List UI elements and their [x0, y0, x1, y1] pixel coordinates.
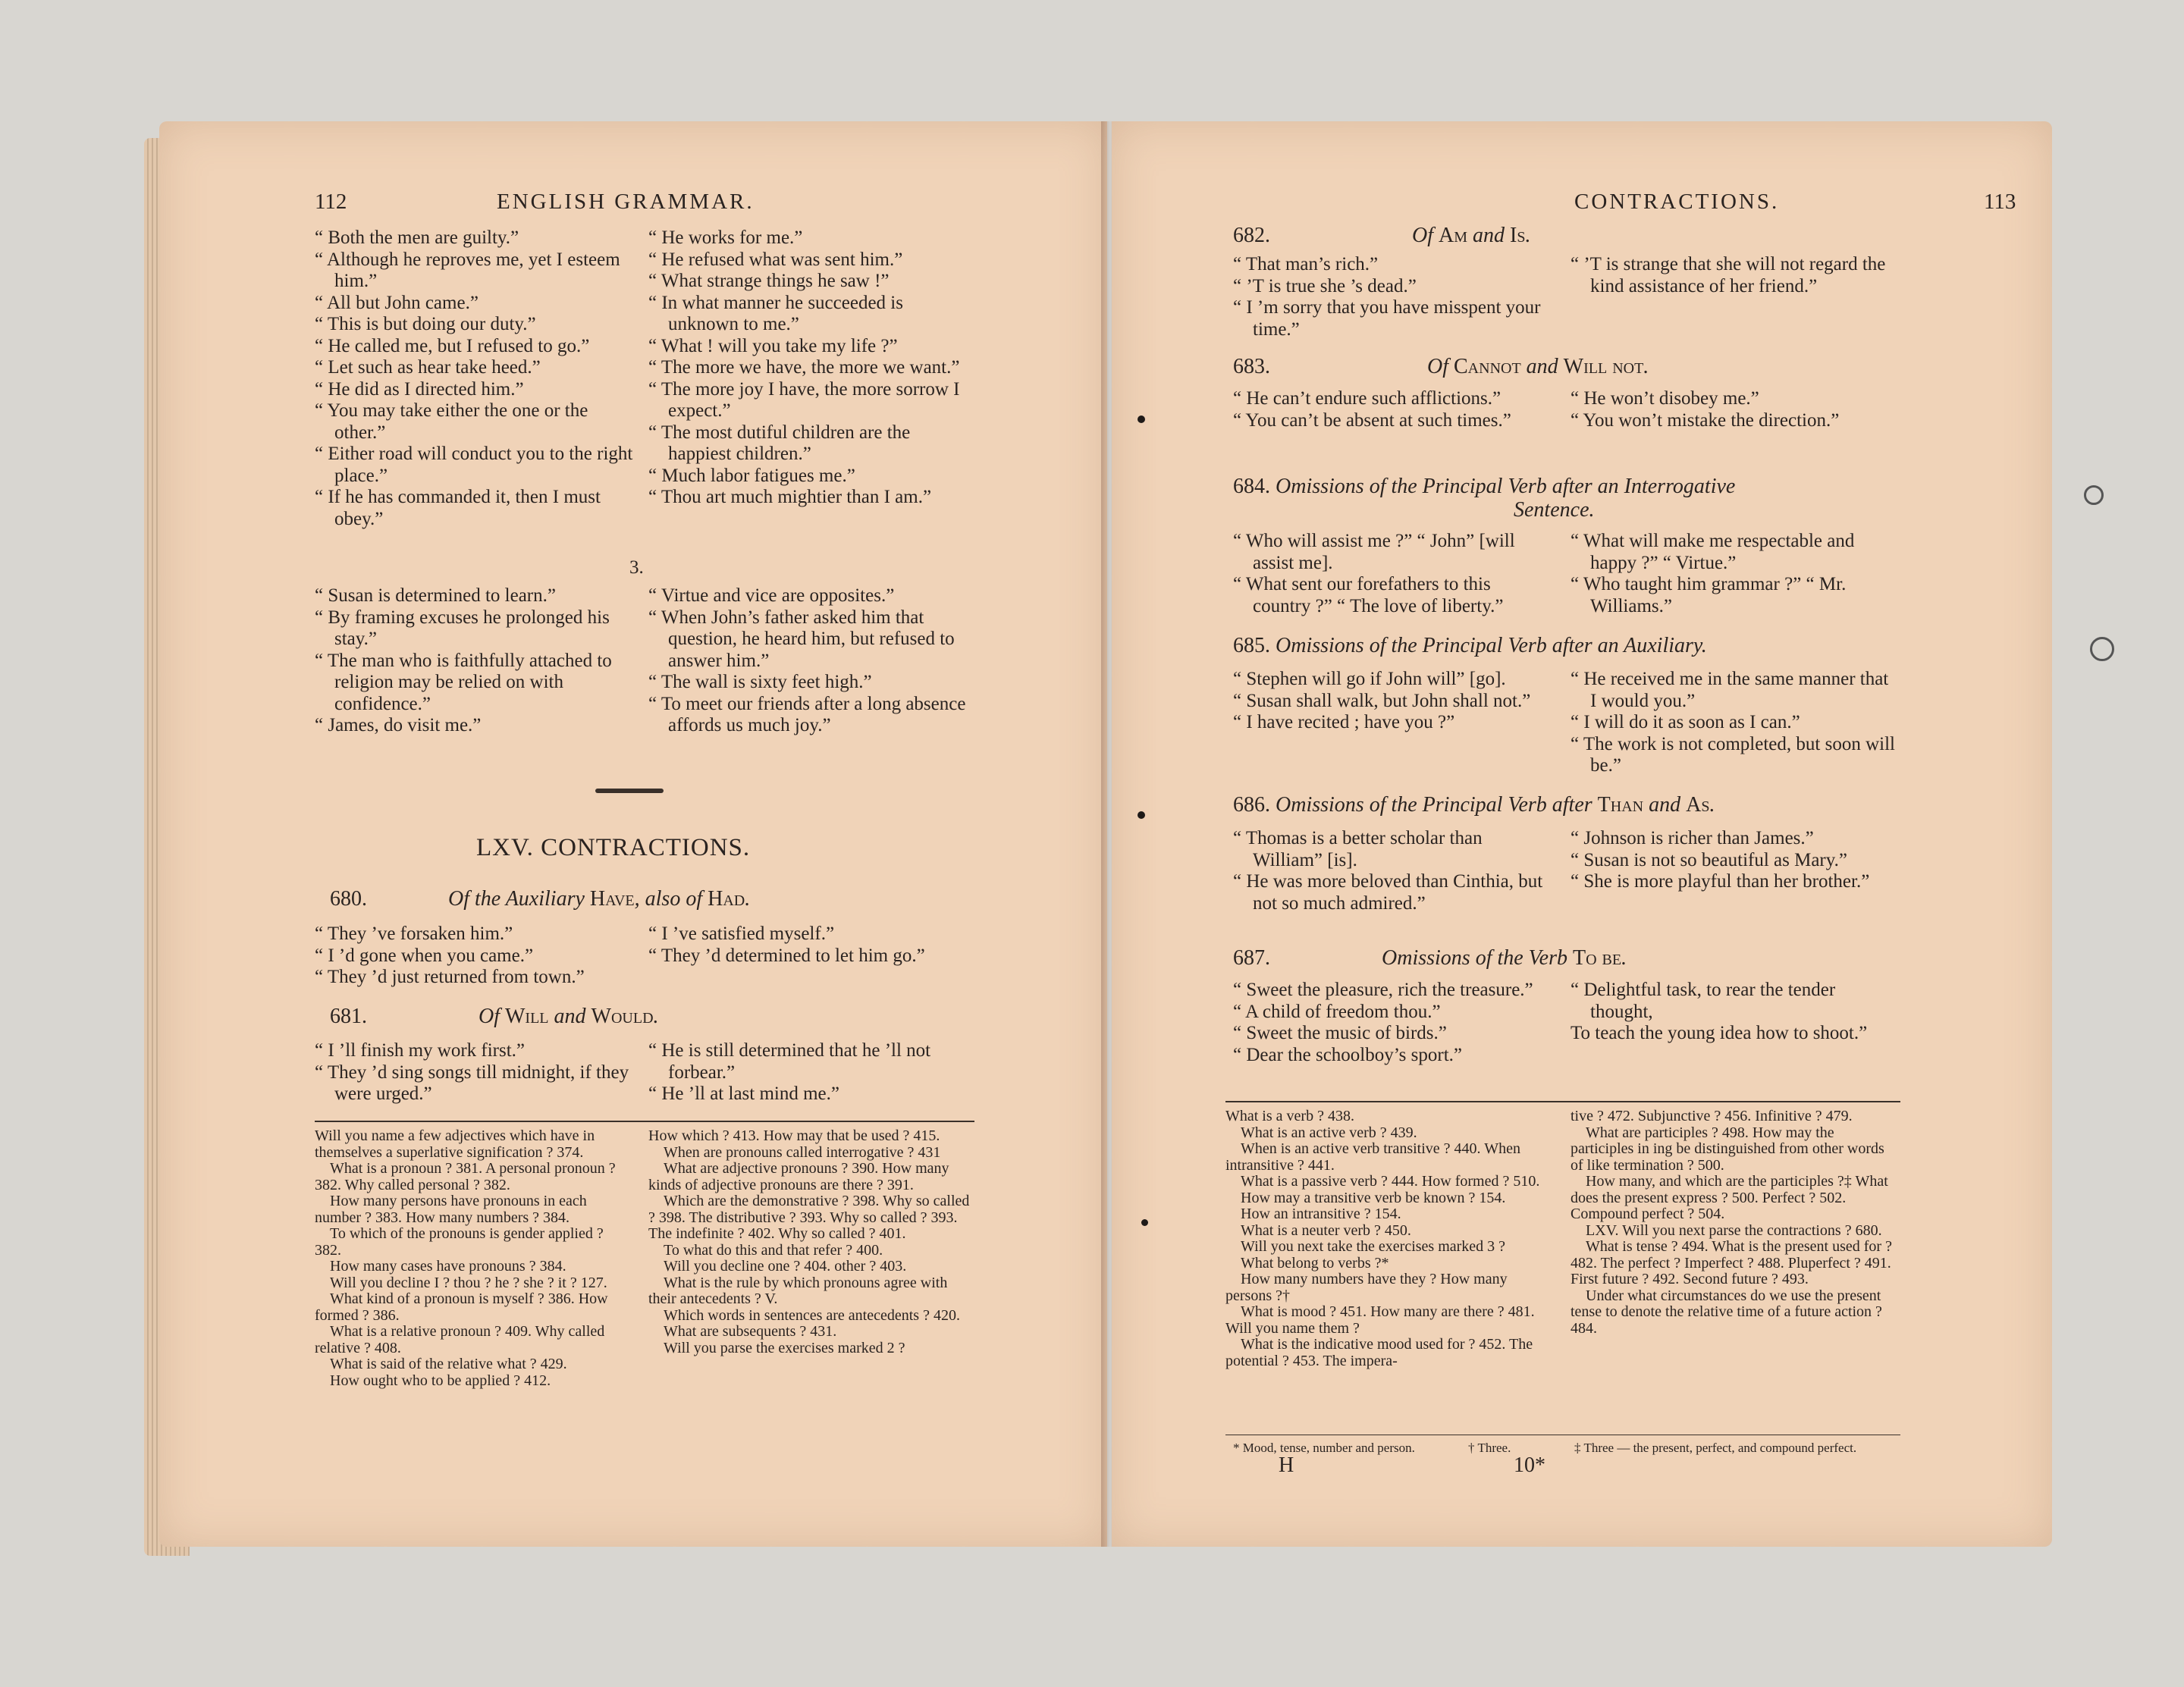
footnote: † Three.: [1468, 1441, 1511, 1455]
question-line: What belong to verbs ?*: [1241, 1254, 1389, 1272]
example-line: “ They ’d sing songs till midnight, if they were urged.”: [315, 1061, 629, 1104]
questions-column: [1225, 1108, 1552, 1369]
example-line: “ The more joy I have, the more sorrow I expect.”: [648, 378, 960, 421]
section-number: 685.: [1233, 634, 1270, 657]
example-line: “ The most dutiful children are the happiest children.”: [648, 422, 911, 464]
example-line: “ Sweet the pleasure, rich the treasure.”: [1233, 980, 1533, 1000]
heading-text: and: [548, 1005, 592, 1028]
example-line: “ You may take either the one or the other.”: [315, 400, 588, 443]
example-line: “ She is more playful than her brother.”: [1571, 871, 1870, 892]
section-number: 683.: [1233, 355, 1270, 378]
section-heading-682: [1233, 224, 1530, 248]
example-line: “ If he has commanded it, then I must obey.”: [315, 487, 601, 529]
question-line: When are pronouns called interrogative ? 431: [664, 1143, 941, 1161]
example-line: “ What ! will you take my life ?”: [648, 335, 898, 356]
heading-keyword: To be: [1573, 946, 1622, 970]
page-number: 113: [1984, 190, 2016, 214]
example-line: “ I ’ll finish my work first.”: [315, 1040, 526, 1061]
example-column: [315, 1040, 633, 1105]
section-heading-684: [1233, 475, 1735, 499]
example-line: “ Susan is determined to learn.”: [315, 585, 556, 606]
question-line: What is the indicative mood used for ? 452. The potential ? 453. The impera-: [1225, 1336, 1533, 1369]
chapter-title: LXV. CONTRACTIONS.: [476, 834, 751, 861]
example-line: “ I will do it as soon as I can.”: [1571, 712, 1800, 732]
question-line: How which ? 413. How may that be used ? 415.: [648, 1127, 940, 1144]
example-line: “ Sweet the music of birds.”: [1233, 1023, 1447, 1043]
example-column: [315, 585, 633, 737]
heading-keyword: Is: [1510, 224, 1526, 247]
example-column: [648, 923, 974, 967]
running-head: CONTRACTIONS.: [1574, 190, 1780, 214]
section-ornament: [595, 789, 664, 793]
example-line: “ Both the men are guilty.”: [315, 227, 519, 248]
question-line: Will you decline I ? thou ? he ? she ? it ? 127.: [330, 1274, 607, 1291]
example-line: “ Although he reproves me, yet I esteem him.”: [315, 249, 620, 291]
heading-text: Omissions of the Principal Verb after an Auxiliary.: [1276, 634, 1707, 657]
heading-keyword: Am: [1439, 224, 1468, 247]
example-line: “ He can’t endure such afflictions.”: [1233, 388, 1502, 409]
footnote: ‡ Three — the present, perfect, and compound perfect.: [1574, 1441, 1857, 1455]
example-line: “ The work is not completed, but soon will be.”: [1571, 733, 1895, 776]
example-line: “ Delightful task, to rear the tender thought,: [1571, 980, 1836, 1022]
horizontal-rule: [1225, 1101, 1900, 1102]
example-line: “ The more we have, the more we want.”: [648, 357, 960, 378]
heading-text: Omissions of the Verb: [1382, 946, 1573, 970]
heading-text: .: [1643, 355, 1649, 378]
open-book: [144, 121, 2055, 1562]
example-line: “ He is still determined that he ’ll not forbear.”: [648, 1040, 931, 1083]
example-column: [1571, 980, 1897, 1045]
signature-mark: H: [1279, 1453, 1294, 1477]
binding-hole: [1141, 1219, 1148, 1226]
example-line: “ That man’s rich.”: [1233, 254, 1379, 274]
example-line: “ By framing excuses he prolonged his stay.”: [315, 607, 610, 649]
example-column: [1571, 254, 1897, 297]
question-line: Will you parse the exercises marked 2 ?: [664, 1339, 905, 1356]
page-number: 112: [315, 190, 347, 214]
example-line: “ ’T is strange that she will not regard the kind assistance of her friend.”: [1571, 254, 1886, 296]
example-line: “ He works for me.”: [648, 227, 803, 248]
question-line: To what do this and that refer ? 400.: [664, 1241, 883, 1259]
question-line: What is a verb ? 438.: [1225, 1108, 1354, 1124]
heading-text: , also of: [634, 887, 708, 911]
heading-text: and: [1467, 224, 1511, 247]
question-line: What are subsequents ? 431.: [664, 1323, 837, 1340]
example-line: “ They ’d just returned from town.”: [315, 967, 585, 987]
right-page: [1112, 121, 2052, 1547]
heading-text: and: [1520, 355, 1564, 378]
question-line: LXV. Will you next parse the contractions ? 680.: [1586, 1221, 1882, 1239]
heading-text: Of: [479, 1005, 505, 1028]
example-column: [1233, 388, 1552, 431]
example-line: “ Virtue and vice are opposites.”: [648, 585, 895, 606]
question-line: When is an active verb transitive ? 440. When intransitive ? 441.: [1225, 1140, 1520, 1174]
example-column: [1571, 669, 1897, 777]
heading-keyword: Had: [708, 887, 745, 911]
example-line: “ He called me, but I refused to go.”: [315, 335, 590, 356]
example-line: To teach the young idea how to shoot.”: [1571, 1023, 1868, 1043]
heading-keyword: As: [1686, 793, 1710, 817]
example-line: “ You can’t be absent at such times.”: [1233, 409, 1511, 431]
question-line: How many persons have pronouns in each number ? 383. How many numbers ? 384.: [315, 1193, 587, 1226]
questions-column: [1571, 1108, 1897, 1337]
running-head: ENGLISH GRAMMAR.: [497, 190, 755, 214]
heading-text: Omissions of the Principal Verb after: [1276, 793, 1598, 817]
question-line: Under what circumstances do we use the present tense to denote the relative time of a future action ? 484.: [1571, 1287, 1882, 1337]
section-number: 681.: [330, 1005, 367, 1028]
binding-hole: [2084, 485, 2104, 505]
question-line: What kind of a pronoun is myself ? 386. How formed ? 386.: [315, 1290, 608, 1324]
example-line: “ Dear the schoolboy’s sport.”: [1233, 1044, 1463, 1065]
example-line: “ What sent our forefathers to this country ?” “ The love of liberty.”: [1233, 574, 1504, 616]
example-line: “ Who taught him grammar ?” “ Mr. Williams.”: [1571, 574, 1847, 616]
section-heading-685: [1233, 634, 1707, 658]
block-marker: 3.: [629, 557, 644, 578]
example-line: “ Susan is not so beautiful as Mary.”: [1571, 849, 1847, 870]
example-line: “ A child of freedom thou.”: [1233, 1001, 1441, 1022]
section-heading-680: [330, 887, 750, 911]
heading-text: .: [1525, 224, 1531, 247]
example-line: “ Much labor fatigues me.”: [648, 465, 855, 486]
left-page: [159, 121, 1107, 1547]
example-line: “ Let such as hear take heed.”: [315, 357, 541, 378]
question-line: What is an active verb ? 439.: [1241, 1124, 1417, 1141]
signature-mark: 10*: [1514, 1453, 1545, 1477]
example-line: “ Susan shall walk, but John shall not.”: [1233, 690, 1531, 711]
example-line: “ When John’s father asked him that question, he heard him, but refused to answer him.”: [648, 607, 955, 671]
question-line: Which words in sentences are antecedents ? 420.: [664, 1306, 960, 1324]
example-line: “ Thou art much mightier than I am.”: [648, 487, 932, 507]
questions-column: [315, 1128, 633, 1389]
heading-text: .: [1621, 946, 1627, 970]
question-line: What is a passive verb ? 444. How formed ? 510.: [1241, 1173, 1540, 1190]
question-line: What is a relative pronoun ? 409. Why called relative ? 408.: [315, 1323, 605, 1356]
example-line: “ ’T is true she ’s dead.”: [1233, 275, 1417, 296]
example-line: “ I ’m sorry that you have misspent your time.”: [1233, 297, 1541, 340]
binding-hole: [1138, 415, 1145, 423]
example-line: “ You won’t mistake the direction.”: [1571, 409, 1840, 431]
section-heading-686: [1233, 793, 1715, 817]
example-column: [648, 585, 974, 737]
question-line: How an intransitive ? 154.: [1241, 1206, 1401, 1222]
section-heading-687: [1233, 946, 1627, 970]
example-line: “ I ’ve satisfied myself.”: [648, 923, 835, 944]
heading-keyword: Than: [1597, 793, 1644, 817]
example-line: “ In what manner he succeeded is unknown to me.”: [648, 292, 903, 334]
section-number: 686.: [1233, 793, 1270, 817]
question-line: Which are the demonstrative ? 398. Why so called ? 398. The distributive ? 393. Why so called ? 393. The indefinite ? 402. Why so called ? 401.: [648, 1193, 970, 1242]
section-heading-681: [330, 1005, 659, 1029]
question-line: How may a transitive verb be known ? 154.: [1241, 1189, 1506, 1206]
example-column: [648, 227, 974, 509]
section-heading-684-line2: Sentence.: [1514, 498, 1595, 522]
question-line: How many numbers have they ? How many persons ?†: [1225, 1271, 1508, 1304]
section-heading-683: [1233, 355, 1649, 379]
heading-text: Of the Auxiliary: [448, 887, 590, 911]
example-line: “ What strange things he saw !”: [648, 271, 890, 291]
heading-text: Of: [1412, 224, 1439, 247]
example-line: “ Stephen will go if John will” [go].: [1233, 669, 1506, 689]
example-line: “ To meet our friends after a long absence affords us much joy.”: [648, 693, 966, 735]
section-number: 680.: [330, 887, 367, 911]
question-line: What is said of the relative what ? 429.: [330, 1356, 567, 1372]
example-line: “ James, do visit me.”: [315, 715, 482, 735]
example-line: “ All but John came.”: [315, 292, 479, 313]
heading-keyword: Will: [505, 1005, 549, 1028]
example-column: [1233, 828, 1552, 914]
horizontal-rule: [315, 1121, 974, 1122]
question-line: To which of the pronouns is gender applied ? 382.: [315, 1225, 604, 1259]
question-line: What is a pronoun ? 381. A personal pronoun ? 382. Why called personal ? 382.: [315, 1160, 616, 1193]
question-line: tive ? 472. Subjunctive ? 456. Infinitive ? 479.: [1571, 1108, 1853, 1124]
example-line: “ What will make me respectable and happy ?” “ Virtue.”: [1571, 531, 1855, 573]
example-column: [1233, 531, 1552, 617]
questions-column: [648, 1128, 974, 1356]
question-line: Will you name a few adjectives which have in themselves a superlative signification ? 374.: [315, 1127, 595, 1161]
heading-text: Omissions of the Principal Verb after an Interrogative: [1276, 475, 1736, 498]
heading-text: and: [1643, 793, 1687, 817]
question-line: Will you next take the exercises marked 3 ?: [1241, 1238, 1506, 1255]
heading-keyword: Have: [589, 887, 635, 911]
section-number: 684.: [1233, 475, 1270, 498]
example-line: “ Thomas is a better scholar than William” [is].: [1233, 828, 1483, 870]
example-line: “ I ’d gone when you came.”: [315, 945, 534, 966]
example-column: [1233, 669, 1552, 734]
example-line: “ They ’d determined to let him go.”: [648, 945, 925, 966]
question-line: How ought who to be applied ? 412.: [330, 1372, 551, 1389]
heading-keyword: Cannot: [1454, 355, 1521, 378]
question-line: Will you decline one ? 404. other ? 403.: [664, 1258, 907, 1275]
question-line: What is a neuter verb ? 450.: [1241, 1221, 1411, 1239]
question-line: How many, and which are the participles ?‡ What does the present express ? 500. Perfect ? 502. Compound perfect ? 504.: [1571, 1173, 1888, 1222]
question-line: What is tense ? 494. What is the present used for ? 482. The perfect ? Imperfect ? 488. Pluperfect ? 491. First future ? 492. Second future ? 493.: [1571, 1238, 1892, 1287]
question-line: What are adjective pronouns ? 390. How many kinds of adjective pronouns are there ? 391.: [648, 1160, 949, 1193]
heading-text: .: [745, 887, 751, 911]
example-line: “ Either road will conduct you to the right place.”: [315, 444, 633, 486]
example-column: [315, 923, 633, 989]
example-line: “ Who will assist me ?” “ John” [will assist me].: [1233, 531, 1515, 573]
footnote: * Mood, tense, number and person.: [1233, 1441, 1415, 1455]
heading-keyword: Would: [591, 1005, 654, 1028]
example-column: [1233, 980, 1552, 1066]
heading-keyword: Will not: [1563, 355, 1644, 378]
example-line: “ He received me in the same manner that I would you.”: [1571, 669, 1889, 711]
example-line: “ The man who is faithfully attached to religion may be relied on with confidence.”: [315, 650, 612, 714]
example-column: [1571, 828, 1897, 893]
section-number: 682.: [1233, 224, 1270, 247]
heading-text: Of: [1427, 355, 1454, 378]
example-line: “ He did as I directed him.”: [315, 378, 524, 400]
example-line: “ This is but doing our duty.”: [315, 314, 536, 334]
example-column: [648, 1040, 974, 1105]
binding-hole: [1138, 811, 1145, 819]
example-line: “ He refused what was sent him.”: [648, 249, 903, 270]
heading-text: .: [1709, 793, 1715, 817]
example-line: “ Johnson is richer than James.”: [1571, 828, 1814, 848]
example-line: “ He won’t disobey me.”: [1571, 388, 1759, 409]
example-column: [1571, 388, 1897, 431]
question-line: What are participles ? 498. How may the participles in ing be distinguished from other words of like termination ? 500.: [1571, 1124, 1884, 1174]
section-number: 687.: [1233, 946, 1270, 970]
example-line: “ They ’ve forsaken him.”: [315, 923, 513, 944]
example-line: “ He was more beloved than Cinthia, but not so much admired.”: [1233, 871, 1543, 914]
question-line: What is the rule by which pronouns agree with their antecedents ? V.: [648, 1274, 948, 1307]
binding-hole: [2090, 637, 2114, 661]
question-line: What is mood ? 451. How many are there ? 481. Will you name them ?: [1225, 1303, 1535, 1337]
example-column: [1233, 254, 1552, 340]
example-line: “ I have recited ; have you ?”: [1233, 712, 1455, 732]
example-column: [315, 227, 633, 530]
example-line: “ He ’ll at last mind me.”: [648, 1083, 840, 1104]
example-line: “ The wall is sixty feet high.”: [648, 672, 872, 692]
question-line: How many cases have pronouns ? 384.: [330, 1258, 566, 1275]
example-column: [1571, 531, 1897, 617]
heading-text: .: [653, 1005, 659, 1028]
